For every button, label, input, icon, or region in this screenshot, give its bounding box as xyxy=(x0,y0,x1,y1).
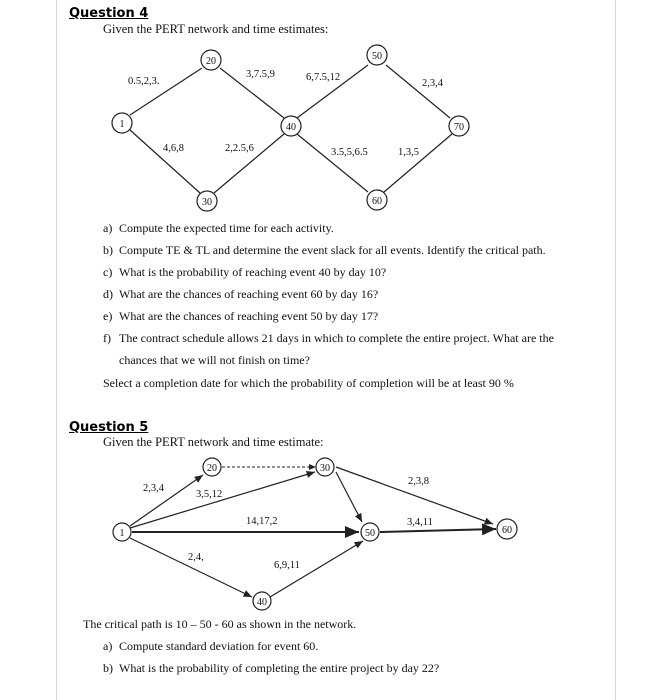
edge-40-60 xyxy=(297,134,368,192)
question-5-intro: Given the PERT network and time estimate: xyxy=(103,435,324,449)
edge-label-1-30: 4,6,8 xyxy=(163,143,184,154)
svg-text:1: 1 xyxy=(119,119,125,130)
edge-label-1-20: 0.5,2,3. xyxy=(128,76,160,87)
edge-label-30-40: 2,2.5,6 xyxy=(225,143,254,154)
edge5-1-30 xyxy=(130,472,315,528)
edge5-label-1-30: 3,5,12 xyxy=(196,489,223,500)
svg-text:40: 40 xyxy=(257,597,267,608)
node-50 xyxy=(367,45,387,65)
edge5-label-1-50: 14,17,2 xyxy=(246,516,278,527)
svg-text:40: 40 xyxy=(286,122,296,133)
svg-text:1: 1 xyxy=(119,528,125,539)
node-70 xyxy=(449,116,469,136)
node5-60 xyxy=(497,519,517,539)
edge-60-70 xyxy=(384,134,452,192)
edge-label-40-50: 6,7.5,12 xyxy=(306,72,341,83)
svg-text:30: 30 xyxy=(202,197,212,208)
edge-label-50-70: 2,3,4 xyxy=(422,78,443,89)
node-1 xyxy=(112,113,132,133)
edge-label-40-60: 3.5,5,6.5 xyxy=(331,147,368,158)
question-5-title: Question 5 xyxy=(69,420,149,435)
edge5-1-40 xyxy=(130,538,252,597)
node5-30 xyxy=(316,458,334,476)
q4-select-date: Select a completion date for which the probability of completion will be at least 90 % xyxy=(103,376,514,390)
edge-50-70 xyxy=(386,65,450,118)
svg-text:70: 70 xyxy=(454,122,464,133)
edge5-label-30-60: 2,3,8 xyxy=(408,476,429,487)
edge-label-20-40: 3,7.5,9 xyxy=(246,69,275,80)
svg-text:30: 30 xyxy=(320,463,330,474)
svg-text:20: 20 xyxy=(207,463,217,474)
svg-text:20: 20 xyxy=(206,56,216,67)
edge5-label-50-60: 3,4,11 xyxy=(407,517,433,528)
edge5-label-40-50: 6,9,11 xyxy=(274,560,300,571)
node-40 xyxy=(281,116,301,136)
node-60 xyxy=(367,190,387,210)
q5-critical-path: The critical path is 10 – 50 - 60 as shown in the network. xyxy=(83,617,357,631)
edge-label-60-70: 1,3,5 xyxy=(398,147,419,158)
svg-text:50: 50 xyxy=(365,528,375,539)
edge-1-30 xyxy=(130,130,200,193)
edge5-30-50-down xyxy=(336,472,362,522)
edge5-label-1-40: 2,4, xyxy=(188,552,204,563)
svg-text:60: 60 xyxy=(372,196,382,207)
node-30 xyxy=(197,191,217,211)
node5-40 xyxy=(253,592,271,610)
q4-item-f-continued: chances that we will not finish on time? xyxy=(119,353,310,367)
node5-20 xyxy=(203,458,221,476)
edge5-50-60 xyxy=(380,529,496,532)
svg-text:60: 60 xyxy=(502,525,512,536)
node5-50 xyxy=(361,523,379,541)
svg-text:50: 50 xyxy=(372,51,382,62)
question-4-intro: Given the PERT network and time estimates: xyxy=(103,22,329,36)
edge5-label-1-20: 2,3,4 xyxy=(143,483,164,494)
node-20 xyxy=(201,50,221,70)
node5-1 xyxy=(113,523,131,541)
edge5-1-20 xyxy=(130,475,203,526)
question-4-title: Question 4 xyxy=(69,6,149,21)
